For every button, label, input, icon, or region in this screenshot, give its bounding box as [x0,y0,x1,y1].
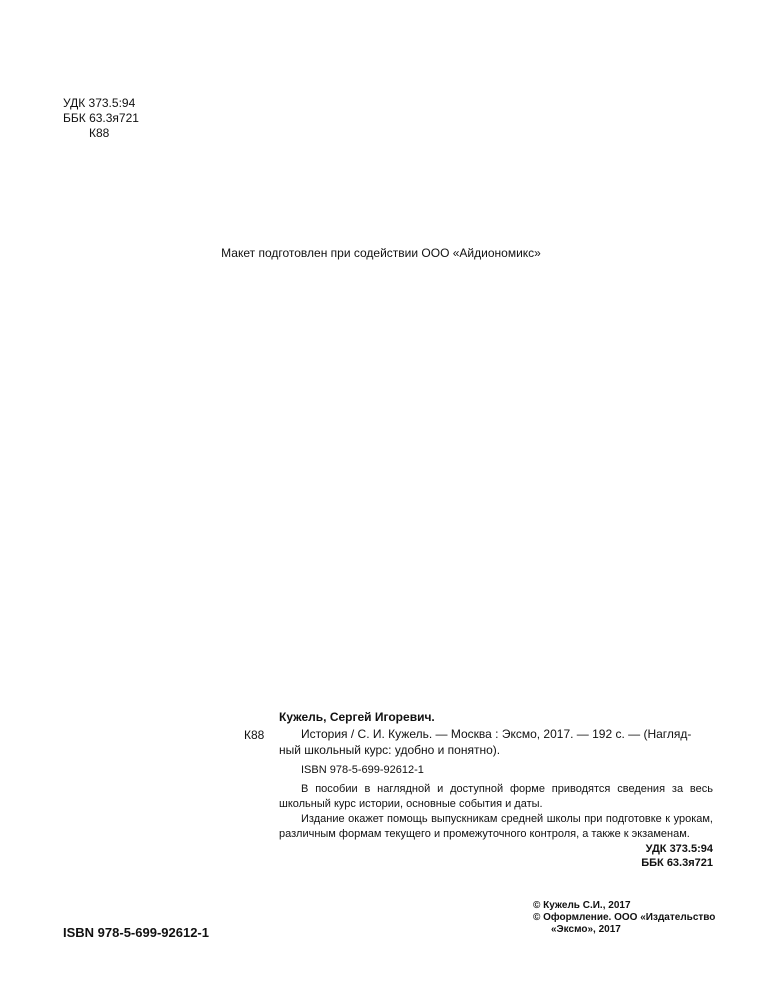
catalog-card-isbn: ISBN 978-5-699-92612-1 [301,764,424,776]
layout-credit-note: Макет подготовлен при содействии ООО «Айдиономикс» [221,246,541,260]
author-mark: К88 [89,126,110,140]
copyright-design-continued: «Эксмо», 2017 [551,924,621,935]
annotation-paragraph-1: В пособии в наглядной и доступной форме приводятся сведения за весь школьный курс истории, основные события и даты. [279,783,713,810]
description-line-1: История / С. И. Кужель. — Москва : Эксмо, 2017. — 192 с. — (Нагляд- [301,727,692,741]
bbk-code: ББК 63.3я721 [63,111,139,125]
top-classification-codes [63,96,139,141]
catalog-card-description [279,726,713,758]
copyright-author: © Кужель С.И., 2017 [533,900,631,911]
udk-code: УДК 373.5:94 [63,96,136,110]
copyright-block [533,900,715,936]
catalog-card-udk: УДК 373.5:94 [645,843,713,855]
isbn-footer: ISBN 978-5-699-92612-1 [63,925,209,940]
catalog-card-bbk: ББК 63.3я721 [641,857,713,869]
annotation-paragraph-2: Издание окажет помощь выпускникам средней школы при подготовке к урокам, различным формам текущего и промежуточного контроля, а также к экзаменам. [279,813,713,840]
catalog-card-annotation [279,782,713,842]
description-line-2: ный школьный курс: удобно и понятно). [279,743,501,757]
catalog-card-author-mark: К88 [244,728,265,742]
copyright-design: © Оформление. ООО «Издательство [533,912,716,923]
catalog-card-author: Кужель, Сергей Игоревич. [279,710,435,724]
catalog-card-codes [600,842,713,870]
